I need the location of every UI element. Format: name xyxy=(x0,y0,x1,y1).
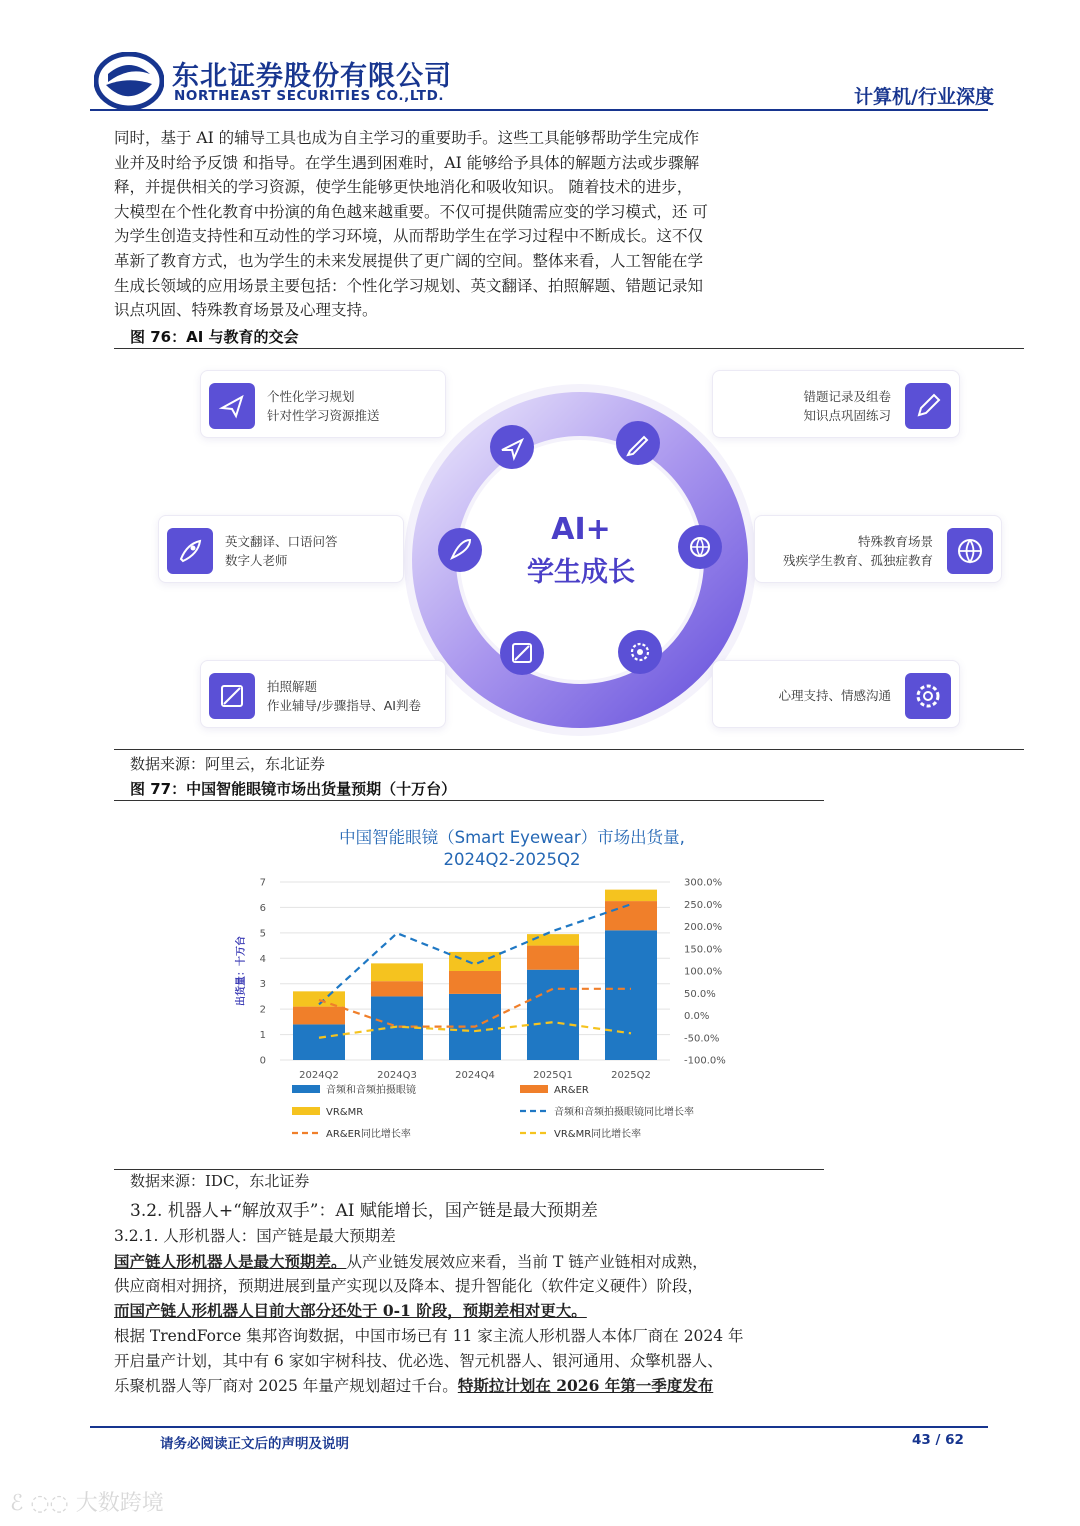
y-tick-label: 6 xyxy=(259,902,266,914)
legend-label: 音频和音频拍摄眼镜 xyxy=(326,1085,416,1096)
y-tick-label: 2 xyxy=(259,1004,266,1016)
x-tick-label: 2024Q4 xyxy=(455,1070,495,1081)
text-span: 从产业链发展效应来看，当前 T 链产业链相对成熟， xyxy=(346,1253,708,1271)
legend-label: 音频和音频拍摄眼镜同比增长率 xyxy=(554,1107,694,1118)
legend-swatch xyxy=(292,1107,320,1115)
x-tick-label: 2024Q3 xyxy=(377,1070,417,1081)
y2-tick-label: 200.0% xyxy=(684,922,723,933)
bar-segment xyxy=(605,930,657,1060)
scenario-card-mistakes xyxy=(712,370,960,438)
y2-tick-label: 300.0% xyxy=(684,877,723,889)
photo-solve-icon xyxy=(209,673,255,719)
bar-segment xyxy=(449,971,501,994)
page-number: 43 / 62 xyxy=(912,1432,964,1448)
legend-swatch xyxy=(520,1085,548,1093)
x-tick-label: 2025Q1 xyxy=(533,1070,573,1081)
pencil-icon xyxy=(905,383,951,429)
y2-tick-label: 250.0% xyxy=(684,899,723,911)
section-heading: 3.2. 机器人+“解放双手”：AI 赋能增长，国产链是最大预期差 xyxy=(130,1201,598,1221)
y2-tick-label: 0.0% xyxy=(684,1011,710,1022)
header-rule xyxy=(90,109,988,111)
figure-76-title: 图 76：AI 与教育的交会 xyxy=(130,328,299,346)
y-tick-label: 5 xyxy=(259,928,266,940)
card-subtitle: 知识点巩固练习 xyxy=(803,408,891,423)
brand-name-en: NORTHEAST SECURITIES CO.,LTD. xyxy=(174,88,445,104)
emphasis-text: 而国产链人形机器人目前大部分还处于 0-1 阶段，预期差相对更大。 xyxy=(114,1301,587,1320)
y2-tick-label: -100.0% xyxy=(684,1055,726,1067)
bar-segment xyxy=(293,1024,345,1060)
text-line xyxy=(114,1299,587,1321)
bar-segment xyxy=(293,1007,345,1025)
emphasis-text: 国产链人形机器人是最大预期差。 xyxy=(114,1252,347,1271)
y2-tick-label: 50.0% xyxy=(684,988,716,1000)
bar-segment xyxy=(527,946,579,970)
section-tag: 计算机/行业深度 xyxy=(854,86,994,108)
card-subtitle: 残疾学生教育、孤独症教育 xyxy=(782,553,933,568)
y-tick-label: 4 xyxy=(259,953,266,965)
y2-tick-label: 100.0% xyxy=(684,966,723,978)
text-line: 生成长领域的应用场景主要包括：个性化学习规划、英文翻译、拍照解题、错题记录知 xyxy=(114,276,704,295)
y-tick-label: 1 xyxy=(259,1030,266,1042)
card-subtitle: 作业辅导/步骤指导、AI判卷 xyxy=(267,698,421,713)
text-line xyxy=(114,1250,708,1272)
x-tick-label: 2024Q2 xyxy=(299,1070,339,1081)
rocket-icon xyxy=(167,528,213,574)
y2-tick-label: -50.0% xyxy=(684,1033,720,1045)
ring-center-line1: AI+ xyxy=(551,512,611,547)
watermark-logo-icon: ℰ ◌◌ xyxy=(10,1491,76,1516)
watermark xyxy=(10,1486,164,1517)
scenario-card-special-education xyxy=(754,515,1002,583)
card-title: 英文翻译、口语问答 xyxy=(225,534,338,549)
card-title: 个性化学习规划 xyxy=(267,389,355,404)
text-line xyxy=(114,1374,713,1396)
bar-segment xyxy=(371,963,423,981)
legend-label: AR&ER xyxy=(554,1085,589,1096)
emphasis-text: 特斯拉计划在 2026 年第一季度发布 xyxy=(457,1376,714,1395)
figure-77-source: 数据来源：IDC，东北证券 xyxy=(130,1172,310,1190)
card-subtitle: 针对性学习资源推送 xyxy=(267,408,380,423)
scenario-card-translation xyxy=(158,515,404,583)
text-line: 识点巩固、特殊教育场景及心理支持。 xyxy=(114,301,378,320)
text-line: 开启量产计划，其中有 6 家如宇树科技、优必选、智元机器人、银河通用、众擎机器人、 xyxy=(114,1352,723,1370)
card-subtitle: 数字人老师 xyxy=(225,553,288,568)
text-line: 业并及时给予反馈 和指导。在学生遇到困难时，AI 能够给予具体的解题方法或步骤解 xyxy=(114,153,700,172)
legend-label: VR&MR同比增长率 xyxy=(554,1129,642,1140)
scenario-card-photo-solve xyxy=(200,660,446,728)
card-title: 错题记录及组卷 xyxy=(803,389,891,404)
figure-76-source: 数据来源：阿里云，东北证券 xyxy=(130,755,326,773)
legend-label: VR&MR xyxy=(326,1107,364,1118)
figure-rule xyxy=(114,1169,824,1170)
x-tick-label: 2025Q2 xyxy=(611,1070,651,1081)
legend-label: AR&ER同比增长率 xyxy=(326,1129,411,1140)
text-line: 革新了教育方式，也为学生的未来发展提供了更广阔的空间。整体来看，人工智能在学 xyxy=(114,251,704,270)
gear-icon xyxy=(905,673,951,719)
subsection-heading: 3.2.1. 人形机器人：国产链是最大预期差 xyxy=(114,1227,396,1245)
card-title: 拍照解题 xyxy=(267,679,318,694)
figure-rule xyxy=(114,800,824,801)
footer-notice: 请务必阅读正文后的声明及说明 xyxy=(160,1436,349,1452)
chart-title-line1: 中国智能眼镜（Smart Eyewear）市场出货量, xyxy=(339,828,685,847)
text-line: 同时，基于 AI 的辅导工具也成为自主学习的重要助手。这些工具能够帮助学生完成作 xyxy=(114,129,700,147)
y2-tick-label: 150.0% xyxy=(684,944,723,956)
scenario-card-personalized xyxy=(200,370,446,438)
bar-segment xyxy=(371,981,423,996)
paper-plane-icon xyxy=(209,383,255,429)
scenario-card-psychology xyxy=(712,660,960,728)
company-logo xyxy=(94,52,164,110)
card-title: 特殊教育场景 xyxy=(857,534,933,549)
bar-segment xyxy=(605,890,657,901)
card-title: 心理支持、情感沟通 xyxy=(778,688,891,703)
watermark-text: 大数跨境 xyxy=(75,1491,164,1516)
shipment-chart xyxy=(220,870,740,1160)
text-span: 乐聚机器人等厂商对 2025 年量产规划超过千台。 xyxy=(114,1377,458,1395)
bar-segment xyxy=(527,970,579,1060)
figure-rule xyxy=(114,749,1024,750)
footer-rule xyxy=(90,1426,988,1428)
y-tick-label: 3 xyxy=(259,979,266,991)
text-line: 为学生创造支持性和互动性的学习环境，从而帮助学生在学习过程中不断成长。这不仅 xyxy=(114,227,704,246)
brand-name-cn: 东北证券股份有限公司 xyxy=(172,61,452,92)
text-line: 释，并提供相关的学习资源，使学生能够更快地消化和吸收知识。 随着技术的进步， xyxy=(114,178,693,197)
y-tick-label: 0 xyxy=(259,1055,266,1067)
ring-center-line2: 学生成长 xyxy=(527,557,635,588)
figure-rule xyxy=(114,348,1024,349)
text-line: 大模型在个性化教育中扮演的角色越来越重要。不仅可提供随需应变的学习模式，还 可 xyxy=(114,202,708,221)
text-line: 根据 TrendForce 集邦咨询数据，中国市场已有 11 家主流人形机器人本体厂商在 2024 年 xyxy=(114,1327,744,1345)
intro-paragraph xyxy=(114,126,830,323)
y-tick-label: 7 xyxy=(259,877,266,889)
figure-77-title: 图 77：中国智能眼镜市场出货量预期（十万台） xyxy=(130,780,457,798)
chart-title-line2: 2024Q2-2025Q2 xyxy=(443,850,581,869)
globe-icon xyxy=(947,528,993,574)
bar-segment xyxy=(605,901,657,930)
text-line: 供应商相对拥挤，预期进展到量产实现以及降本、提升智能化（软件定义硬件）阶段， xyxy=(114,1277,704,1295)
legend-swatch xyxy=(292,1085,320,1093)
bar-segment xyxy=(449,952,501,971)
y-axis-label: 出货量：十万台 xyxy=(236,936,247,1006)
